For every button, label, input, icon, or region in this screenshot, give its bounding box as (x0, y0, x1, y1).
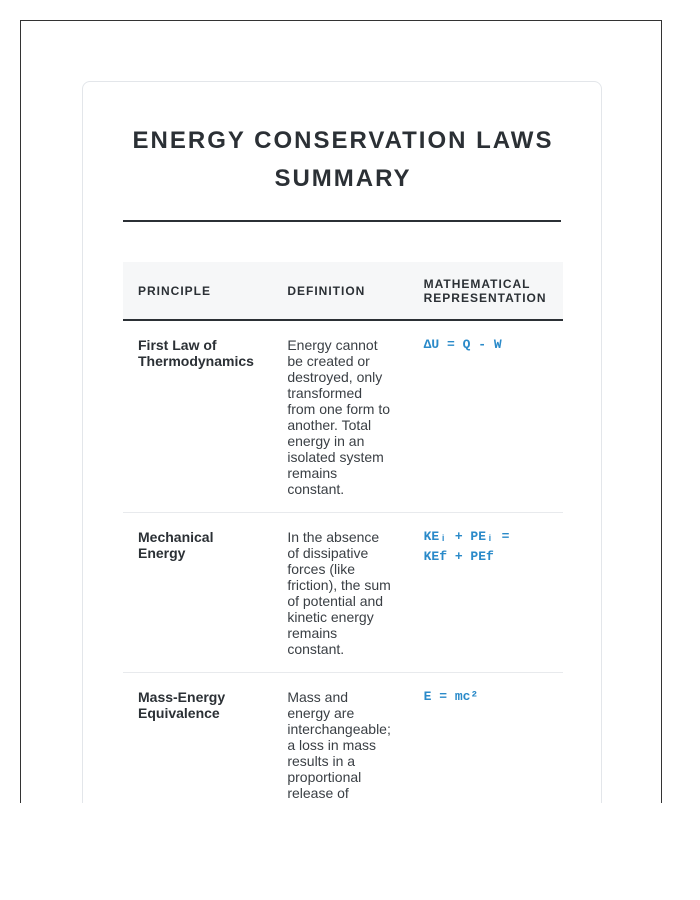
equation-line: KEᵢ + PEᵢ = (423, 529, 510, 544)
page-title: ENERGY CONSERVATION LAWS SUMMARY (132, 127, 554, 192)
column-header-math: MATHEMATICAL REPRESENTATION (423, 276, 547, 305)
math-cell (409, 513, 563, 673)
math-cell (409, 673, 563, 804)
definition-cell: Mass and energy are interchangeable; a loss in mass results in a proportional release of (287, 689, 391, 801)
equation-line: ΔU = Q - W (423, 337, 502, 352)
equation-line: KEf + PEf (423, 549, 494, 564)
equation-line: E = mc² (423, 689, 479, 704)
definition-cell: Energy cannot be created or destroyed, only transformed from one form to another. Total energy in an isolated system remains constant. (287, 337, 391, 497)
principle-cell: Mechanical Energy (138, 529, 214, 561)
column-header-principle: PRINCIPLE (138, 283, 212, 298)
table-row (123, 320, 563, 513)
table-header-row (123, 262, 563, 320)
table-row (123, 513, 563, 673)
principle-cell: Mass-Energy Equivalence (138, 689, 226, 721)
title-divider (123, 220, 561, 222)
definition-cell: In the absence of dissipative forces (like friction), the sum of potential and kinetic energy remains constant. (287, 529, 391, 657)
principle-cell: First Law of Thermodynamics (138, 337, 254, 369)
summary-card (82, 81, 602, 803)
column-header-definition: DEFINITION (287, 283, 366, 298)
conservation-laws-table (123, 262, 563, 803)
page-frame (20, 20, 662, 803)
math-cell (409, 320, 563, 513)
table-row (123, 673, 563, 804)
